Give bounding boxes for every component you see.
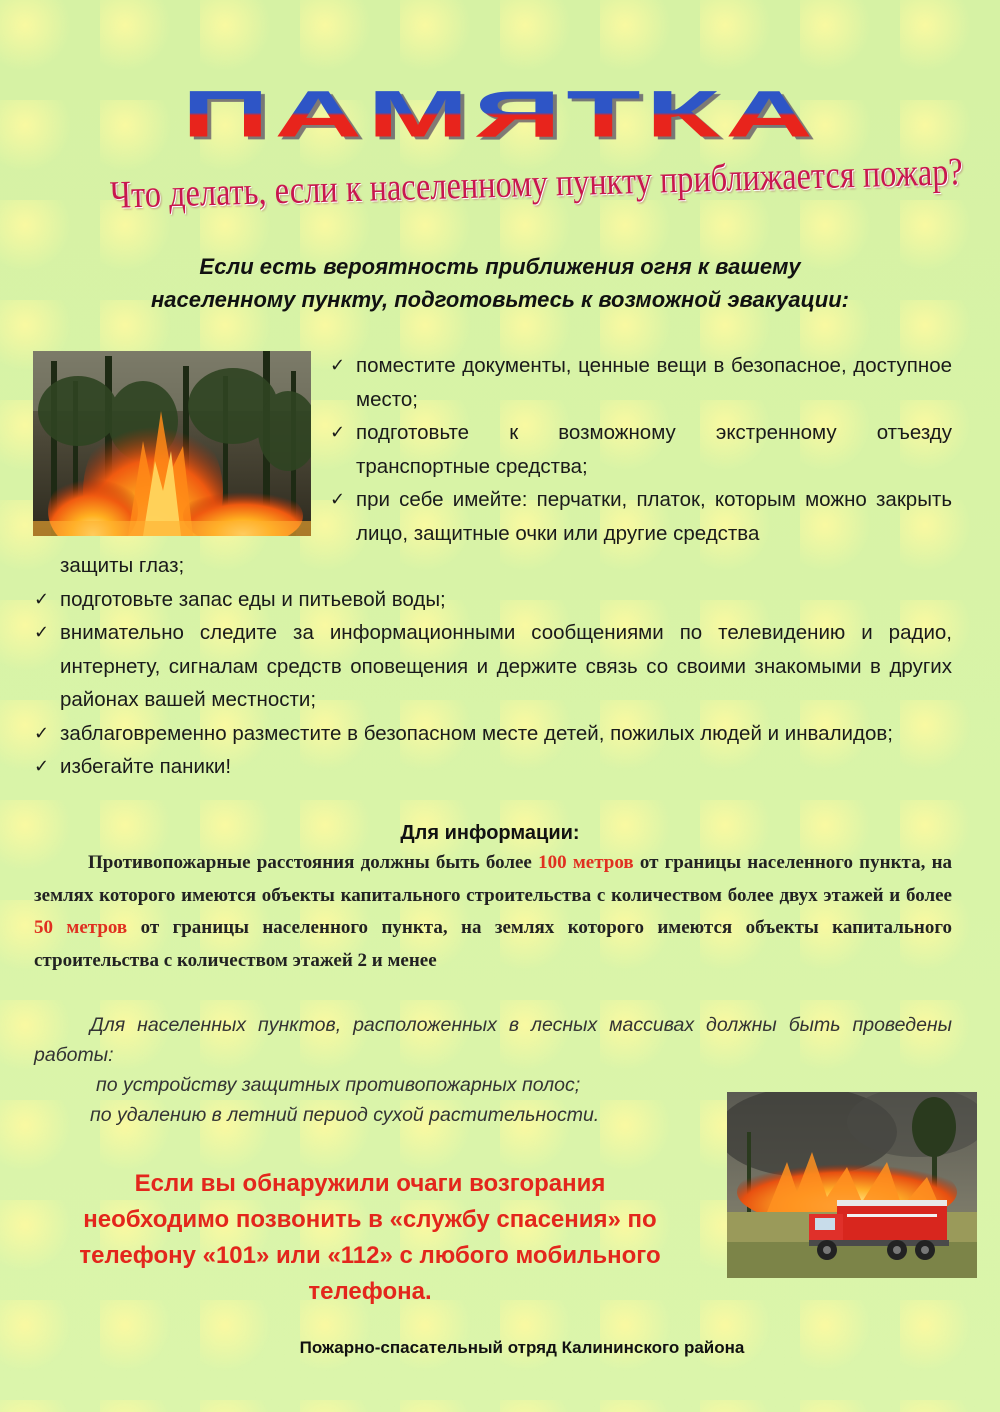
woods-items (60, 1070, 599, 1130)
list-item: ✓ подготовьте к возможному экстренному отъезду транспортные средства; (330, 416, 952, 483)
list-item-continuation: защиты глаз; (60, 554, 185, 577)
checkmark-icon: ✓ (330, 422, 346, 442)
list-item: ✓ поместите документы, ценные вещи в безопасное, доступное место; (330, 349, 952, 416)
page-subtitle: Что делать, если к населенному пункту приближается пожар? (109, 150, 964, 217)
page-title: ПАМЯТКА (0, 81, 1000, 147)
list-item: ✓ внимательно следите за информационными сообщениями по телевидению и радио, интернету, сигналам средств оповещения и держите связь со своими знакомыми в других районах вашей местности; (34, 616, 952, 717)
distance-50m: 50 метров (34, 917, 128, 938)
alert-line-2: необходимо позвонить в «службу спасения» по (83, 1206, 657, 1233)
alert-line-3: телефону «101» или «112» с любого мобильного (79, 1242, 661, 1269)
forest-fire-photo (33, 351, 311, 536)
info-paragraph: Противопожарные расстояния должны быть более 100 метров от границы населенного пункта, на землях которого имеются объекты капитального строительства с количеством более двух этажей и более 50 метров от границы населенного пункта, на землях которого имеются объекты капитального строительства с количеством этажей 2 и менее (34, 852, 953, 971)
checklist-top (330, 349, 952, 550)
checkmark-icon: ✓ (34, 588, 50, 609)
info-heading: Для информации: (400, 822, 580, 844)
checklist-bottom (34, 549, 952, 784)
alert-line-4: телефона. (308, 1278, 432, 1305)
list-item: ✓ при себе имейте: перчатки, платок, которым можно закрыть лицо, защитные очки или другие средства (330, 483, 952, 550)
emergency-alert (20, 1166, 720, 1310)
checkmark-icon: ✓ (330, 489, 346, 509)
list-item: ✓ подготовьте запас еды и питьевой воды; (34, 583, 952, 617)
checkmark-icon: ✓ (34, 756, 50, 776)
alert-line-1: Если вы обнаружили очаги возгорания (134, 1170, 606, 1197)
intro-line-2: населенному пункту, подготовьтесь к возможной эвакуации: (150, 287, 850, 312)
distance-100m: 100 метров (538, 852, 634, 873)
list-item: ✓ заблаговременно разместите в безопасном месте детей, пожилых людей и инвалидов; (34, 717, 952, 751)
checkmark-icon: ✓ (330, 355, 346, 375)
woods-paragraph: Для населенных пунктов, расположенных в лесных массивах должны быть проведены работы: (34, 1014, 952, 1066)
intro-line-1: Если есть вероятность приближения огня к вашему (199, 254, 801, 279)
intro-text (40, 250, 960, 316)
fire-truck-photo (727, 1092, 977, 1278)
woods-item-2: по удалению в летний период сухой растительности. (90, 1104, 600, 1126)
list-item: ✓ избегайте паники! (34, 750, 952, 784)
woods-item-1: по устройству защитных противопожарных полос; (96, 1074, 581, 1096)
footer-organization: Пожарно-спасательный отряд Калининского района (299, 1338, 745, 1357)
checkmark-icon: ✓ (34, 722, 50, 743)
checkmark-icon: ✓ (34, 622, 50, 642)
